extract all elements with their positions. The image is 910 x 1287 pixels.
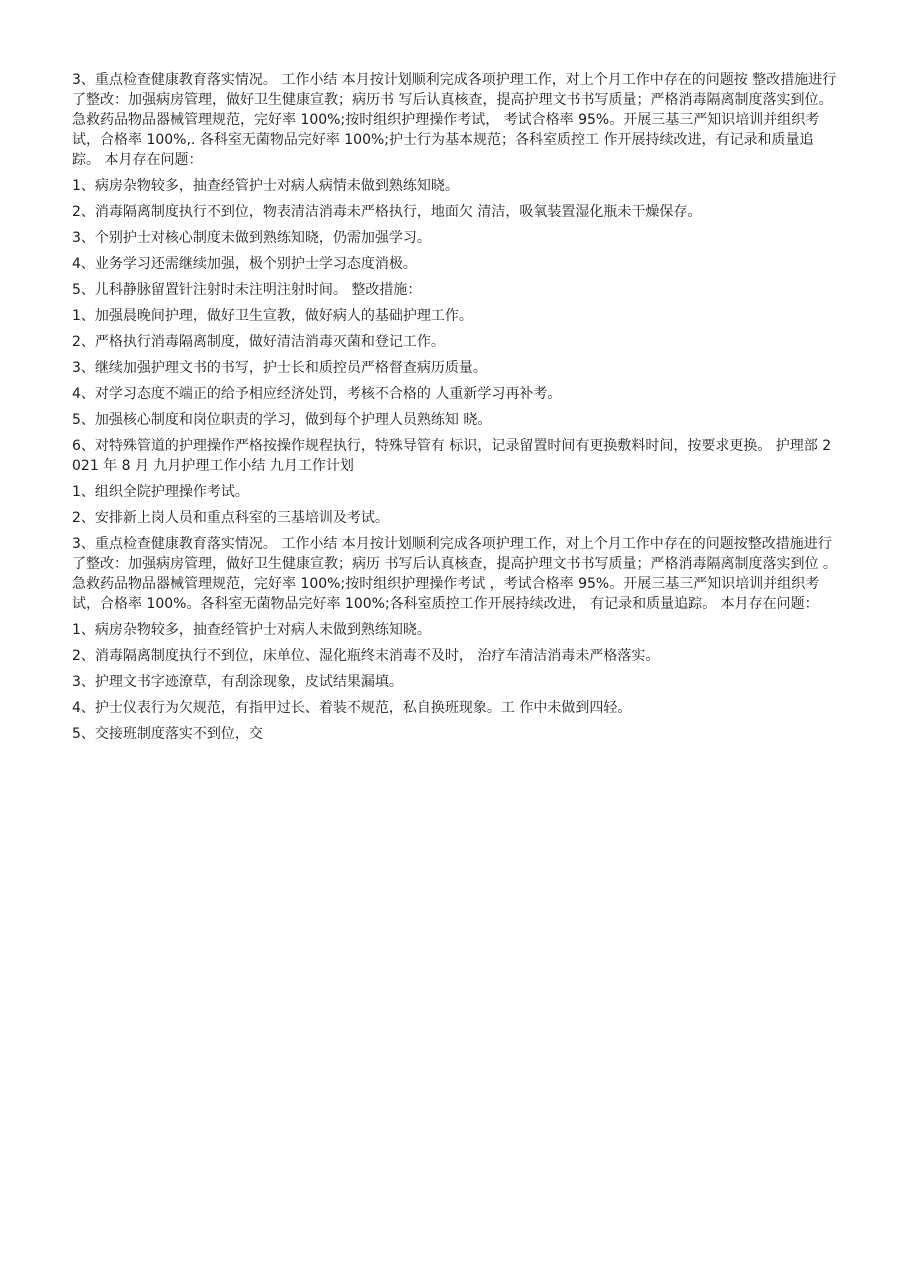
paragraph-measure-3: 3、继续加强护理文书的书写，护士长和质控员严格督查病历质量。 [72, 360, 487, 376]
paragraph-measure-5: 5、加强核心制度和岗位职责的学习，做到每个护理人员熟练知 晓。 [72, 412, 492, 428]
paragraph-plan-2: 2、安排新上岗人员和重点科室的三基培训及考试。 [72, 510, 389, 526]
paragraph-sept-problem-5: 5、交接班制度落实不到位，交 [72, 726, 263, 742]
paragraph-work-summary-august: 3、重点检查健康教育落实情况。 工作小结 本月按计划顺利完成各项护理工作，对上个月工作中存在的问题按 整改措施进行了整改：加强病房管理，做好卫生健康宣教；病历书 写后认真核查，提高护理文书书写质量；严格消毒隔离制度落实到位。 急救药品物品器械管理规范，完好率 100%;按时组织护理操作考试， 考试合格率 95%。开展三基三严知识培训并组织考试，合格率 100%,. 各科室无菌物品完好率 100%;护士行为基本规范；各科室质控工 作开展持续改进，有记录和质量追踪。 本月存在问题： [72, 72, 837, 168]
paragraph-problem-4: 4、业务学习还需继续加强，极个别护士学习态度消极。 [72, 256, 417, 272]
paragraph-measure-2: 2、严格执行消毒隔离制度，做好清洁消毒灭菌和登记工作。 [72, 334, 445, 350]
paragraph-measure-4: 4、对学习态度不端正的给予相应经济处罚，考核不合格的 人重新学习再补考。 [72, 386, 562, 402]
paragraph-plan-1: 1、组织全院护理操作考试。 [72, 484, 249, 500]
paragraph-problem-5: 5、儿科静脉留置针注射时未注明注射时间。 整改措施： [72, 282, 422, 298]
document-body [72, 70, 840, 750]
paragraph-sept-problem-1: 1、病房杂物较多，抽查经管护士对病人未做到熟练知晓。 [72, 622, 431, 638]
paragraph-problem-1: 1、病房杂物较多，抽查经管护士对病人病情未做到熟练知晓。 [72, 178, 459, 194]
paragraph-problem-3: 3、个别护士对核心制度未做到熟练知晓，仍需加强学习。 [72, 230, 431, 246]
paragraph-sept-problem-3: 3、护理文书字迹潦草，有刮涂现象，皮试结果漏填。 [72, 674, 403, 690]
paragraph-problem-2: 2、消毒隔离制度执行不到位，物表清洁消毒未严格执行，地面欠 清洁，吸氧装置湿化瓶未干燥保存。 [72, 204, 702, 220]
paragraph-sept-problem-4: 4、护士仪表行为欠规范，有指甲过长、着装不规范，私自换班现象。工 作中未做到四轻。 [72, 700, 632, 716]
paragraph-measure-6: 6、对特殊管道的护理操作严格按操作规程执行，特殊导管有 标识，记录留置时间有更换敷料时间，按要求更换。 护理部 2021 年 8 月 九月护理工作小结 九月工作计划 [72, 438, 832, 474]
paragraph-sept-problem-2: 2、消毒隔离制度执行不到位，床单位、湿化瓶终末消毒不及时， 治疗车清洁消毒未严格落实。 [72, 648, 660, 664]
paragraph-measure-1: 1、加强晨晚间护理，做好卫生宣教，做好病人的基础护理工作。 [72, 308, 473, 324]
paragraph-work-summary-september: 3、重点检查健康教育落实情况。 工作小结 本月按计划顺利完成各项护理工作，对上个月工作中存在的问题按整改措施进行了整改：加强病房管理，做好卫生健康宣教；病历 书写后认真核查，提高护理文书书写质量；严格消毒隔离制度落实到位 。急救药品物品器械管理规范，完好率 100%;按时组织护理操作考试 ，考试合格率 95%。开展三基三严知识培训并组织考试，合格率 100%。各科室无菌物品完好率 100%;各科室质控工作开展持续改进， 有记录和质量追踪。 本月存在问题： [72, 536, 837, 612]
